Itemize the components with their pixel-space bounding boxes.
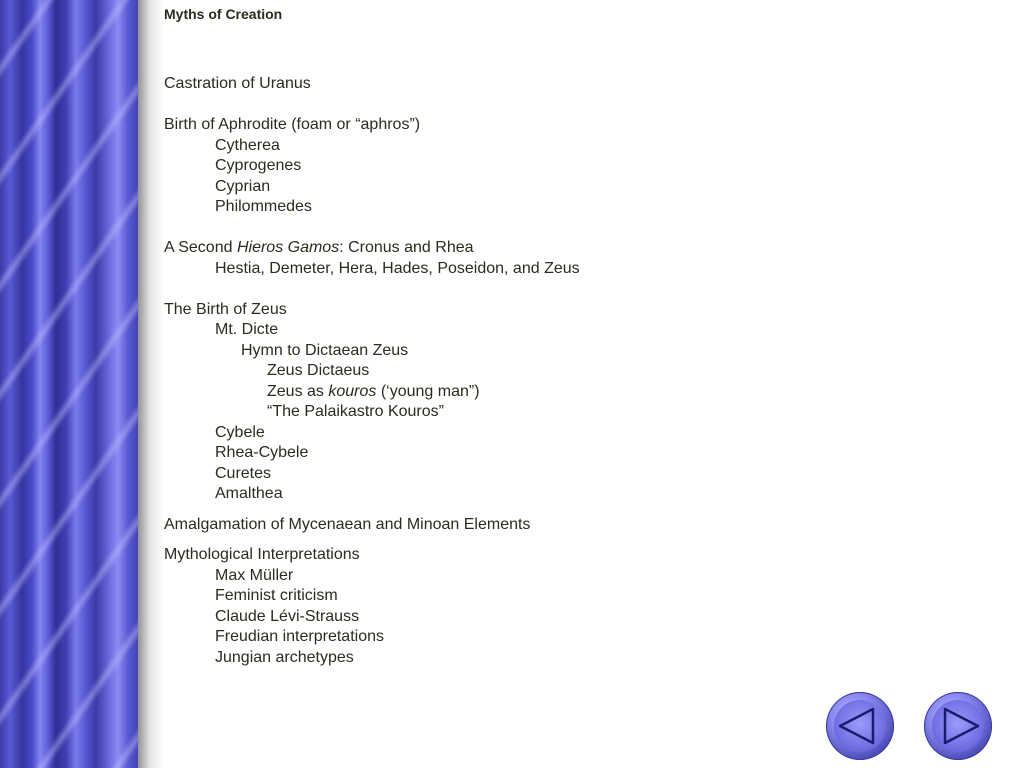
outline-italic-text: Hieros Gamos <box>236 239 340 256</box>
outline-text: : Cronus and Rhea <box>339 239 474 256</box>
outline-subitem: Amalthea <box>215 485 283 502</box>
outline-subitem: Cybele <box>215 423 265 441</box>
outline-item-amalgamation: Amalgamation of Mycenaean and Minoan Elements <box>164 515 531 533</box>
outline-subitem: Curetes <box>215 464 272 482</box>
outline-subitem: Hymn to Dictaean Zeus <box>241 341 409 359</box>
previous-slide-button[interactable] <box>826 692 894 760</box>
decorative-sidebar <box>0 0 138 768</box>
outline-subitem: Hestia, Demeter, Hera, Hades, Poseidon, and Zeus <box>215 259 580 277</box>
outline-subitem: Jungian archetypes <box>215 648 354 666</box>
sidebar-shadow <box>138 0 164 768</box>
outline-subitem: Max Müller <box>215 566 294 584</box>
outline-item-interpretations: Mythological Interpretations <box>164 546 360 563</box>
outline-content <box>164 74 984 668</box>
outline-subitem: Cytherea <box>215 136 280 154</box>
outline-text: Zeus as <box>267 382 329 400</box>
outline-subitem: Freudian interpretations <box>215 628 384 645</box>
outline-item-hieros-gamos <box>164 238 984 259</box>
outline-italic-text: kouros <box>328 382 377 400</box>
outline-item-aphrodite: Birth of Aphrodite (foam or “aphros”) <box>164 116 421 133</box>
outline-subitem: Philommedes <box>215 198 312 215</box>
outline-subitem: “The Palaikastro Kouros” <box>267 403 444 420</box>
triangle-right-icon <box>924 692 992 760</box>
triangle-left-icon <box>826 692 894 760</box>
outline-item-castration: Castration of Uranus <box>164 75 311 92</box>
outline-subitem: Rhea-Cybele <box>215 444 309 461</box>
next-slide-button[interactable] <box>924 692 992 760</box>
outline-text: A Second <box>164 239 237 256</box>
outline-subitem: Claude Lévi-Strauss <box>215 607 360 625</box>
outline-item-birth-of-zeus: The Birth of Zeus <box>164 300 287 318</box>
outline-subitem: Feminist criticism <box>215 587 338 604</box>
outline-text: (‘young man”) <box>376 382 480 400</box>
outline-subitem <box>164 382 984 403</box>
outline-subitem: Cyprian <box>215 177 271 195</box>
page-title: Myths of Creation <box>164 6 283 22</box>
outline-subitem: Mt. Dicte <box>215 321 279 338</box>
outline-subitem: Zeus Dictaeus <box>267 362 370 379</box>
outline-subitem: Cyprogenes <box>215 157 302 174</box>
